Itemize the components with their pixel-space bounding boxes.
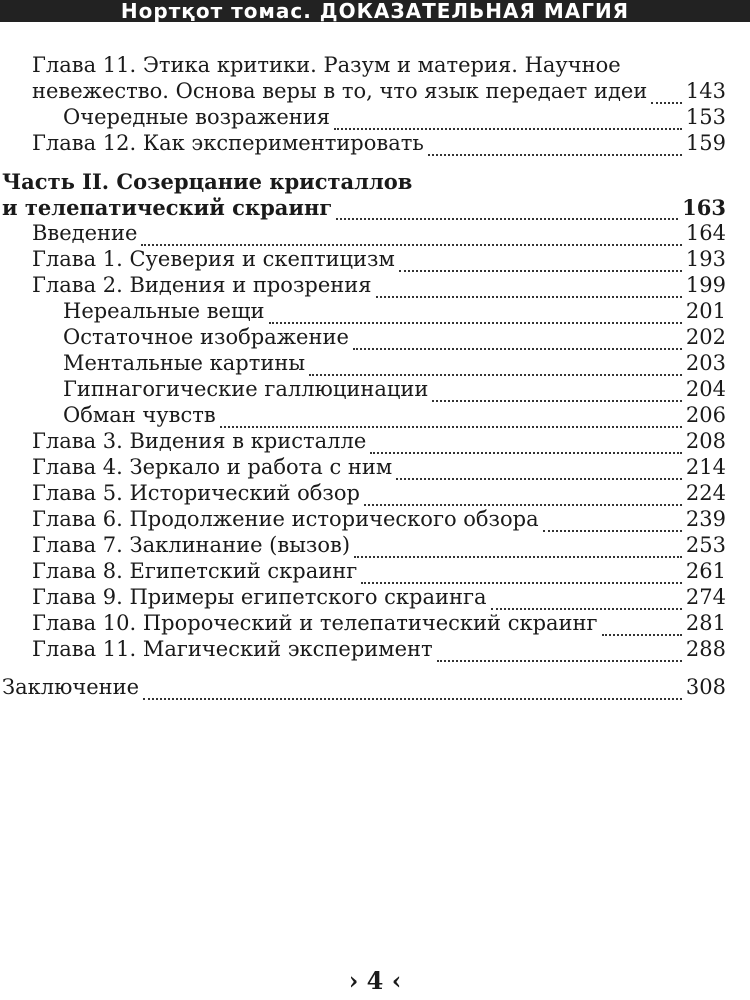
toc-entry-page: 224 [685, 481, 726, 505]
toc-entry-title: Заключение [2, 675, 140, 699]
toc-entry-page: 159 [685, 131, 726, 155]
toc-entry-page: 288 [685, 637, 726, 661]
dot-leader [364, 478, 682, 506]
toc-entry-page: 143 [685, 79, 726, 103]
toc-entry-title: Очередные возражения [63, 105, 331, 129]
page-number: › 4 ‹ [348, 966, 402, 995]
toc-entry-page: 202 [685, 325, 726, 349]
toc-entry-page: 153 [685, 105, 726, 129]
dot-leader [602, 608, 682, 636]
toc-entry-title: Глава 8. Египетский скраинг [32, 559, 358, 583]
dot-leader [399, 244, 682, 272]
toc-entry[interactable] [32, 637, 726, 663]
toc-entry-title: Глава 2. Видения и прозрения [32, 273, 372, 297]
toc-entry-title: Нереальные вещи [63, 299, 265, 323]
toc-entry-title: Введение [32, 221, 138, 245]
toc-entry-page: 239 [685, 507, 726, 531]
toc-entry-title: Обман чувств [63, 403, 216, 427]
toc-entry-page: 308 [685, 675, 726, 699]
toc-entry-page: 274 [685, 585, 726, 609]
toc-entry-title: Ментальные картины [63, 351, 306, 375]
toc-entry-title: Глава 6. Продолжение исторического обзора [32, 507, 539, 531]
dot-leader [353, 322, 682, 350]
dot-leader [491, 582, 682, 610]
toc-entry-title: Глава 4. Зеркало и работа с ним [32, 455, 393, 479]
dot-leader [220, 400, 682, 428]
dot-leader [437, 634, 682, 662]
toc-entry-title: Глава 1. Суеверия и скептицизм [32, 247, 395, 271]
dot-leader [354, 530, 682, 558]
toc-entry-title: Гипнагогические галлюцинации [63, 377, 429, 401]
toc-entry-page: 208 [685, 429, 726, 453]
toc-entry-page: 214 [685, 455, 726, 479]
toc-entry-page: 201 [685, 299, 726, 323]
running-header: Нортқот томас. ДОКАЗАТЕЛЬНАЯ МАГИЯ [0, 0, 750, 22]
dot-leader [543, 504, 682, 532]
toc-entry-title: Остаточное изображение [63, 325, 349, 349]
dot-leader [432, 374, 682, 402]
toc-entry-title: Глава 5. Исторический обзор [32, 481, 360, 505]
dot-leader [336, 192, 678, 220]
dot-leader [269, 296, 682, 324]
dot-leader [376, 270, 682, 298]
toc-entry-chapter-12[interactable] [32, 131, 726, 157]
toc-entry-page: 203 [685, 351, 726, 375]
dot-leader [396, 452, 682, 480]
dot-leader [143, 672, 682, 700]
toc-entry-page: 163 [682, 195, 726, 220]
toc-entry-chapter-11-line1: Глава 11. Этика критики. Разум и материя. Научное [32, 53, 621, 77]
dot-leader [651, 76, 682, 104]
toc-entry-page: 261 [685, 559, 726, 583]
toc-part-2-line1: Часть II. Созерцание кристаллов [2, 169, 413, 194]
toc-entry-page: 253 [685, 533, 726, 557]
toc-entry-title: невежество. Основа веры в то, что язык передает идеи [32, 79, 648, 103]
dot-leader [334, 102, 682, 130]
toc-entry-page: 193 [685, 247, 726, 271]
dot-leader [428, 128, 682, 156]
toc-entry-title: Глава 3. Видения в кристалле [32, 429, 367, 453]
dot-leader [309, 348, 682, 376]
toc-entry-title: Глава 12. Как экспериментировать [32, 131, 424, 155]
dot-leader [370, 426, 682, 454]
toc-entry-page: 204 [685, 377, 726, 401]
toc-entry-title: Глава 11. Магический эксперимент [32, 637, 433, 661]
toc-entry-page: 199 [685, 273, 726, 297]
toc-entry-title: Глава 7. Заклинание (вызов) [32, 533, 351, 557]
toc-entry-title: Глава 9. Примеры египетского скраинга [32, 585, 487, 609]
toc-entry-conclusion[interactable] [2, 675, 726, 701]
dot-leader [361, 556, 682, 584]
toc-entry-page: 281 [685, 611, 726, 635]
toc-entry-title: Глава 10. Пророческий и телепатический скраинг [32, 611, 598, 635]
toc-entry-page: 164 [685, 221, 726, 245]
toc-entry-title: и телепатический скраинг [2, 195, 333, 220]
toc-entry-page: 206 [685, 403, 726, 427]
dot-leader [141, 218, 681, 246]
